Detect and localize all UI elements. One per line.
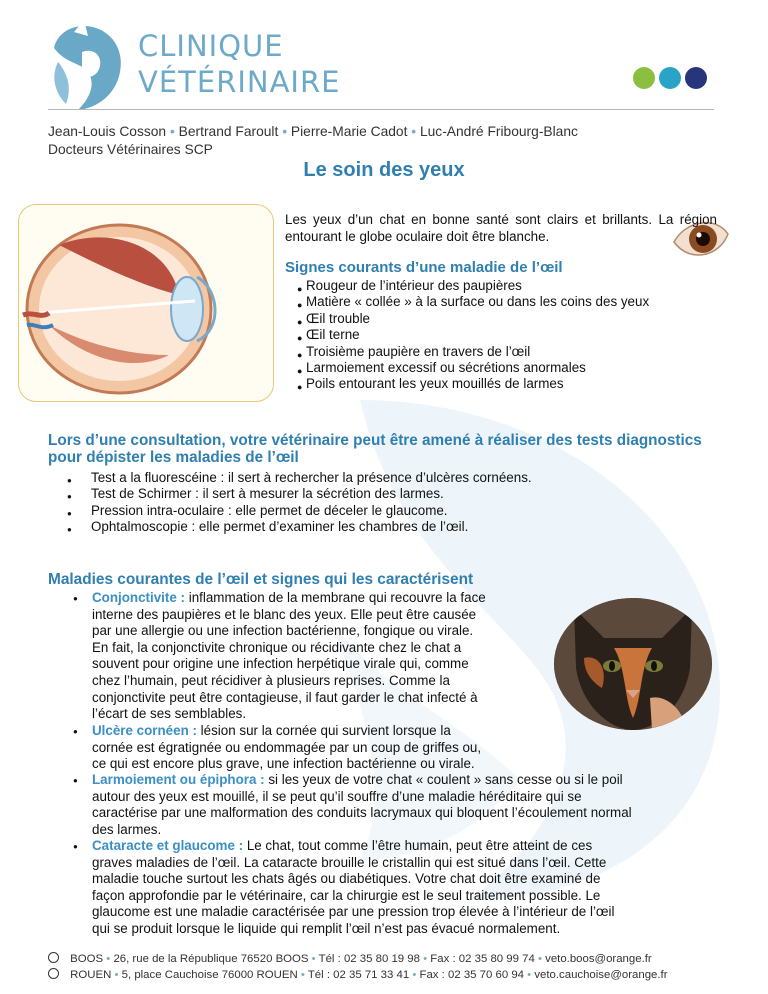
list-item: ● Test de Schirmer : il sert à mesurer la sécrétion des larmes. (91, 486, 532, 502)
disease-ulcere (92, 723, 546, 773)
list-item: ● Larmoiement excessif ou sécrétions anormales (306, 360, 649, 376)
separator: • (106, 953, 111, 965)
separator: • (300, 969, 305, 981)
footer-addresses (48, 951, 667, 983)
list-item: ● Pression intra-oculaire : elle permet de déceler le glaucome. (91, 503, 532, 519)
tests-list (91, 470, 532, 536)
separator: • (527, 969, 532, 981)
disease-text: inflammation de la membrane qui recouvre la face (188, 590, 486, 605)
disease-text: autour des yeux est mouillé, il se peut qu’il souffre d’une maladie héréditaire qui se (92, 788, 582, 804)
disease-text: ce qui est encore plus grave, une infection bactérienne ou virale. (92, 756, 475, 772)
list-item: ● Troisième paupière en travers de l’œil (306, 344, 649, 360)
intro-paragraph: Les yeux d’un chat en bonne santé sont clairs et brillants. La région entourant le globe oculaire doit être blanche. (285, 212, 717, 244)
footer-phone: Tél : 02 35 71 33 41 (307, 969, 410, 981)
circle-icon (48, 952, 59, 963)
kitten-image-icon (554, 598, 712, 730)
footer-address: 26, rue de la République 76520 BOOS (113, 953, 309, 965)
brand-dot-blue (659, 67, 681, 89)
page-title: Le soin des yeux (303, 159, 465, 181)
footer-email[interactable]: veto.boos@orange.fr (545, 953, 652, 965)
disease-text: par une allergie ou une infection bactérienne, fongique ou virale. (92, 623, 474, 639)
bullet: ● (73, 776, 78, 785)
footer-city: BOOS (70, 953, 104, 965)
separator: • (169, 124, 175, 139)
disease-label: Cataracte et glaucome : (92, 838, 244, 853)
clinic-logo-icon (48, 18, 128, 114)
disease-text: En fait, la conjonctivite chronique ou récidivante chez le chat a (92, 639, 462, 655)
eye-anatomy-illustration (18, 204, 274, 402)
separator: • (537, 953, 542, 965)
disease-text: glaucome est une maladie caractérisée par une pression trop élevée à l’intérieur de l’œil (92, 904, 615, 920)
separator: • (411, 124, 417, 139)
doctor-name: Luc-André Fribourg-Blanc (419, 124, 578, 139)
disease-text: conjonctivite peut être contagieuse, il faut garder le chat infecté à (92, 689, 478, 705)
consultation-heading: Lors d’une consultation, votre vétérinaire peut être amené à réaliser des tests diagnostics pour dépister les maladies de l’œil (48, 432, 702, 466)
separator: • (423, 953, 428, 965)
brand-dots (633, 67, 707, 89)
disease-text: caractérise par une malformation des conduits lacrymaux qui bloquent l’écoulement normal (92, 805, 632, 821)
footer-phone: Tél : 02 35 80 19 98 (318, 953, 420, 965)
list-item: ● Rougeur de l’intérieur des paupières (306, 278, 649, 294)
disease-larmoiement (92, 772, 720, 838)
footer-line-boos (48, 951, 667, 967)
disease-conjonctivite (92, 590, 546, 723)
disease-label: Larmoiement ou épiphora : (92, 772, 265, 787)
doctors-names (48, 123, 578, 141)
brand-dot-navy (685, 67, 707, 89)
logo-line-2: VÉTÉRINAIRE (138, 65, 341, 99)
list-item: ● Poils entourant les yeux mouillés de larmes (306, 376, 649, 392)
doctors-subtitle: Docteurs Vétérinaires SCP (48, 142, 213, 157)
disease-text: cornée est égratignée ou endommagée par un coup de griffes ou, (92, 739, 482, 755)
disease-text: graves maladies de l’œil. La cataracte brouille le cristallin qui est situé dans l’œil. Cette (92, 854, 607, 870)
signs-list (306, 278, 649, 393)
separator: • (412, 969, 417, 981)
list-item: ● Ophtalmoscopie : elle permet d’examiner les chambres de l’œil. (91, 519, 532, 535)
bullet: ● (73, 842, 78, 851)
header-divider (48, 109, 714, 110)
signs-heading: Signes courants d’une maladie de l’œil (285, 259, 563, 276)
bullet: ● (73, 594, 78, 603)
doctor-name: Pierre-Marie Cadot (290, 124, 408, 139)
diseases-heading: Maladies courantes de l’œil et signes qui les caractérisent (48, 571, 474, 588)
doctor-name: Jean-Louis Cosson (48, 124, 167, 139)
brand-dot-green (633, 67, 655, 89)
separator: • (311, 953, 316, 965)
disease-text: des larmes. (92, 821, 162, 837)
footer-fax: Fax : 02 35 70 60 94 (419, 969, 524, 981)
footer-line-rouen (48, 967, 667, 983)
list-item: ● Œil terne (306, 327, 649, 343)
disease-text: chez l’humain, peut récidiver à plusieurs reprises. Comme la (92, 672, 450, 688)
disease-text: l’écart de ses semblables. (92, 706, 247, 722)
disease-text: Le chat, tout comme l’être humain, peut être atteint de ces (246, 838, 593, 853)
kitten-photo (554, 598, 712, 730)
footer-city: ROUEN (70, 969, 112, 981)
logo-line-1: CLINIQUE (138, 29, 284, 63)
footer-address: 5, place Cauchoise 76000 ROUEN (121, 969, 298, 981)
disease-text: souvent pour origine une infection herpétique virale qui, comme (92, 656, 469, 672)
eye-cross-section-icon (19, 205, 273, 401)
list-item: ● Test a la fluorescéine : il sert à rechercher la présence d’ulcères cornéens. (91, 470, 532, 486)
doctors-block (48, 123, 578, 159)
list-item: ● Œil trouble (306, 311, 649, 327)
footer-fax: Fax : 02 35 80 99 74 (430, 953, 535, 965)
disease-text: maladie touche surtout les chats âgés ou diabétiques. Votre chat doit être examiné de (92, 871, 601, 887)
disease-cataracte (92, 838, 720, 938)
disease-text: si les yeux de votre chat « coulent » sans cesse ou si le poil (268, 772, 623, 787)
circle-icon (48, 968, 59, 979)
disease-label: Ulcère cornéen : (92, 723, 197, 738)
list-item: ● Matière « collée » à la surface ou dans les coins des yeux (306, 294, 649, 310)
footer-email[interactable]: veto.cauchoise@orange.fr (534, 969, 668, 981)
clinic-logo-text (138, 28, 340, 100)
disease-text: lésion sur la cornée qui survient lorsque la (200, 723, 451, 738)
disease-label: Conjonctivite : (92, 590, 185, 605)
disease-text: qui se produit lorsque le liquide qui remplit l’œil n’est pas évacué normalement. (92, 920, 561, 936)
separator: • (114, 969, 119, 981)
bullet: ● (73, 727, 78, 736)
separator: • (282, 124, 288, 139)
disease-text: interne des paupières et le blanc des yeux. Elle peut être causée (92, 606, 477, 622)
disease-text: façon approfondie par le vétérinaire, car la chirurgie est le seul traitement possible. Le (92, 887, 601, 903)
doctor-name: Bertrand Faroult (178, 124, 279, 139)
